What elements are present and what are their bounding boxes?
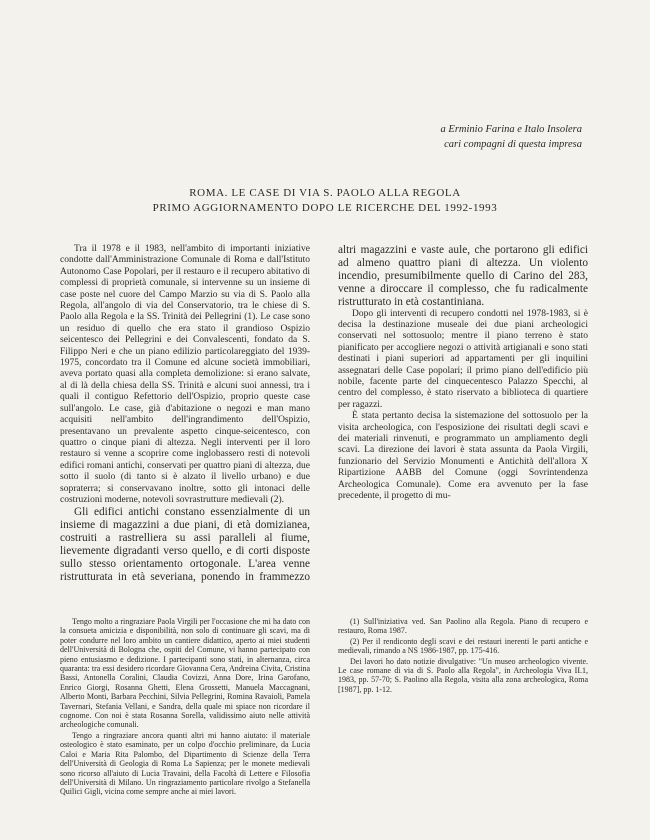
footnotes <box>60 617 588 797</box>
body-paragraph: Dopo gli interventi di recupero condotti nel 1978-1983, si è decisa la destinazione museale dei due piani archeologici conservati nel sottosuolo; mentre il piano terreno è stato pianificato per accogliere negozi o attività artigianali e sono stati destinati i piani superiori ad appartamenti per gli inquilini assegnatari delle Case popolari; il primo piano dell'edificio più nobile, facente parte del cinquecentesco Palazzo Specchi, al centro del complesso, è stato riservato a biblioteca di quartiere per ragazzi. <box>338 308 588 410</box>
dedication <box>441 122 582 152</box>
note-paragraph: Tengo molto a ringraziare Paola Virgili per l'occasione che mi ha dato con la consueta amicizia e disponibilità, non solo di continuare gli scavi, ma di poter condurre nel loro ambito un cantiere didattico, aperto ai miei studenti dell'Università di Bologna che, ospiti del Comune, vi hanno partecipato con pieno entusiasmo e dedizione. I partecipanti sono stati, in alternanza, circa quaranta: tra essi desidero ricordare Giovanna Cera, Andreina Civita, Cristina Bassi, Antonella Coralini, Claudia Covizzi, Anna Dore, Irina Garofano, Enrico Giorgi, Rosanna Ghetti, Elena Grossetti, Manuela Maccagnani, Alberto Monti, Barbara Pecchini, Silvia Pellegrini, Romina Ravaioli, Pamela Tavernari, Stefania Vellani, e Sandra, della quale mi spiace non ricordare il cognome. Con noi è stata Rosanna Sorella, validissimo aiuto nelle attività archeologiche comunali. <box>60 617 310 730</box>
title-line-2: PRIMO AGGIORNAMENTO DOPO LE RICERCHE DEL 1992-1993 <box>152 202 498 214</box>
title-line-1: ROMA. LE CASE DI VIA S. PAOLO ALLA REGOLA <box>189 187 461 199</box>
dedication-line-2: cari compagni di questa impresa <box>444 139 582 150</box>
note-paragraph: Tengo a ringraziare ancora quanti altri mi hanno aiutato: il materiale osteologico è stato esaminato, per un colpo d'occhio preliminare, da Lucia Caloi e Maria Rita Palombo, del Dipartimento di Scienze della Terra dell'Università di Geologia di Roma La Sapienza; per le monete medievali sono ricorso all'aiuto di Lucia Travaini, della Facoltà di Lettere e Filosofia dell'Università di Milano. Un ringraziamento particolare rivolgo a Stefanella Quilici Gigli, vicina come sempre anche ai miei lavori. <box>60 730 310 797</box>
body-paragraph: È stata pertanto decisa la sistemazione del sottosuolo per la visita archeologica, con l'esposizione dei risultati degli scavi e dei materiali rinvenuti, e programmato un ampliamento degli scavi. La direzione dei lavori è stata assunta da Paola Virgili, funzionario del Servizio Monumenti e Antichità dell'allora X Ripartizione AABB del Comune (oggi Sovrintendenza Archeologica Comunale). Come era avvenuto per la fase precedente, il progetto di mu- <box>338 411 588 502</box>
body-paragraph: Gli edifici antichi constano essenzialmente di un insieme di magazzini a due piani, di età domizianea, costruiti a rastrelliera su assi paralleli al fiume, lievemente digradanti verso quello, e di corti disposte sullo stesso orientamento ortogonale. L'area venne ristrutturata in età severiana, ponendo in frammezzo altri magazzini e vaste aule, che portarono gli edifici ad almeno quattro piani di altezza. Un violento incendio, presumibilmente quello di Carino del 283, venne a diroccare il complesso, che fu radicalmente ristrutturato in età costantiniana. <box>60 244 588 583</box>
dedication-line-1: a Erminio Farina e Italo Insolera <box>440 124 582 135</box>
article-title <box>0 186 650 216</box>
body-text <box>60 244 588 596</box>
footnote: (1) Sull'iniziativa ved. San Paolino alla Regola. Piano di recupero e restauro, Roma 1987. <box>338 617 588 636</box>
body-paragraph: Tra il 1978 e il 1983, nell'ambito di importanti iniziative condotte dall'Amministrazione Comunale di Roma e dall'Istituto Autonomo Case Popolari, per il restauro e il recupero abitativo di complessi di proprietà comunale, si intervenne su un insieme di case poste nel cuore del Campo Marzio su via di S. Paolo alla Regola, all'angolo di via del Conservatorio, tra le chiese di S. Paolo alla Regola e la SS. Trinità dei Pellegrini (1). Le case sono un residuo di quello che era stato il grandioso Ospizio seicentesco dei Pellegrini e dei Convalescenti, fondato da S. Filippo Neri e che un piano edilizio particolareggiato del 1939-1975, concordato tra il Comune ed alcune società immobiliari, aveva portato quasi alla completa demolizione: si erano salvate, al di là della chiesa della SS. Trinità e alcuni suoi annessi, tra i quali il contiguo Refettorio dell'Ospizio, proprio queste case sull'angolo. Le case, già d'abitazione o negozi e man mano acquisiti nell'ambito dell'ingrandimento dell'Ospizio, presentavano un prevalente aspetto cinque-seicentesco, con quattro o cinque piani di altezza. Negli interventi per il loro restauro si venne a scoprire come inglobassero resti di notevoli edifici romani antichi, conservati per quattro piani di altezza, due sotto il suolo (di tanto si è alzato il livello urbano) e due sopraterra; si conservavano inoltre, sotto gli intonaci delle costruzioni moderne, notevoli sovrastrutture medievali (2). <box>60 244 310 505</box>
footnote: Dei lavori ho dato notizie divulgative: "Un museo archeologico vivente. Le case romane di via di S. Paolo alla Regola", in Archeologia Viva II.1, 1983, pp. 57-70; S. Paolino alla Regola, visita alla zona archeologica, Roma [1987], pp. 1-12. <box>338 656 588 694</box>
footnote: (2) Per il rendiconto degli scavi e dei restauri inerenti le parti antiche e medievali, rimando a NS 1986-1987, pp. 175-416. <box>338 636 588 656</box>
